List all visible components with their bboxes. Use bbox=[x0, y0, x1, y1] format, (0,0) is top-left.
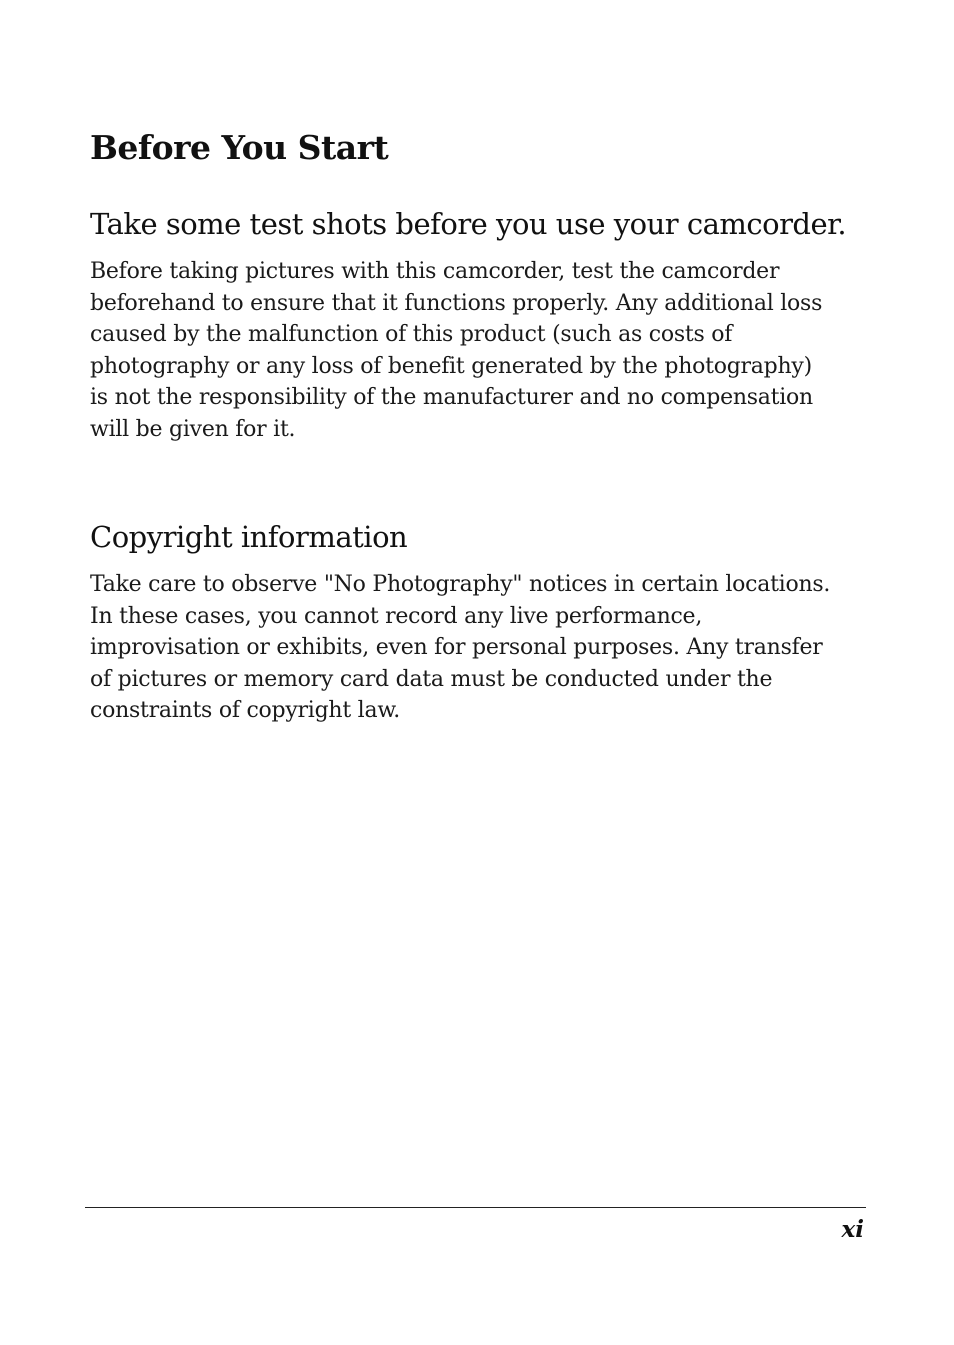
section-heading-copyright: Copyright information bbox=[90, 520, 408, 554]
footer-divider bbox=[85, 1207, 866, 1208]
body-line: caused by the malfunction of this product (such as costs of bbox=[90, 322, 733, 348]
section-body-test-shots bbox=[90, 256, 860, 446]
body-line: improvisation or exhibits, even for personal purposes. Any transfer bbox=[90, 635, 823, 661]
body-line: In these cases, you cannot record any live performance, bbox=[90, 603, 703, 629]
body-line: photography or any loss of benefit generated by the photography) bbox=[90, 353, 812, 379]
body-line: constraints of copyright law. bbox=[90, 698, 401, 724]
section-body-copyright bbox=[90, 569, 860, 727]
body-line: beforehand to ensure that it functions properly. Any additional loss bbox=[90, 290, 823, 316]
body-line: will be given for it. bbox=[90, 416, 296, 442]
body-line: of pictures or memory card data must be conducted under the bbox=[90, 666, 773, 692]
body-line: is not the responsibility of the manufacturer and no compensation bbox=[90, 385, 813, 411]
page-number: xi bbox=[841, 1216, 864, 1243]
section-heading-test-shots: Take some test shots before you use your camcorder. bbox=[90, 207, 847, 241]
body-line: Before taking pictures with this camcorder, test the camcorder bbox=[90, 259, 780, 284]
body-line: Take care to observe "No Photography" notices in certain locations. bbox=[90, 572, 831, 597]
page-title: Before You Start bbox=[90, 128, 389, 167]
